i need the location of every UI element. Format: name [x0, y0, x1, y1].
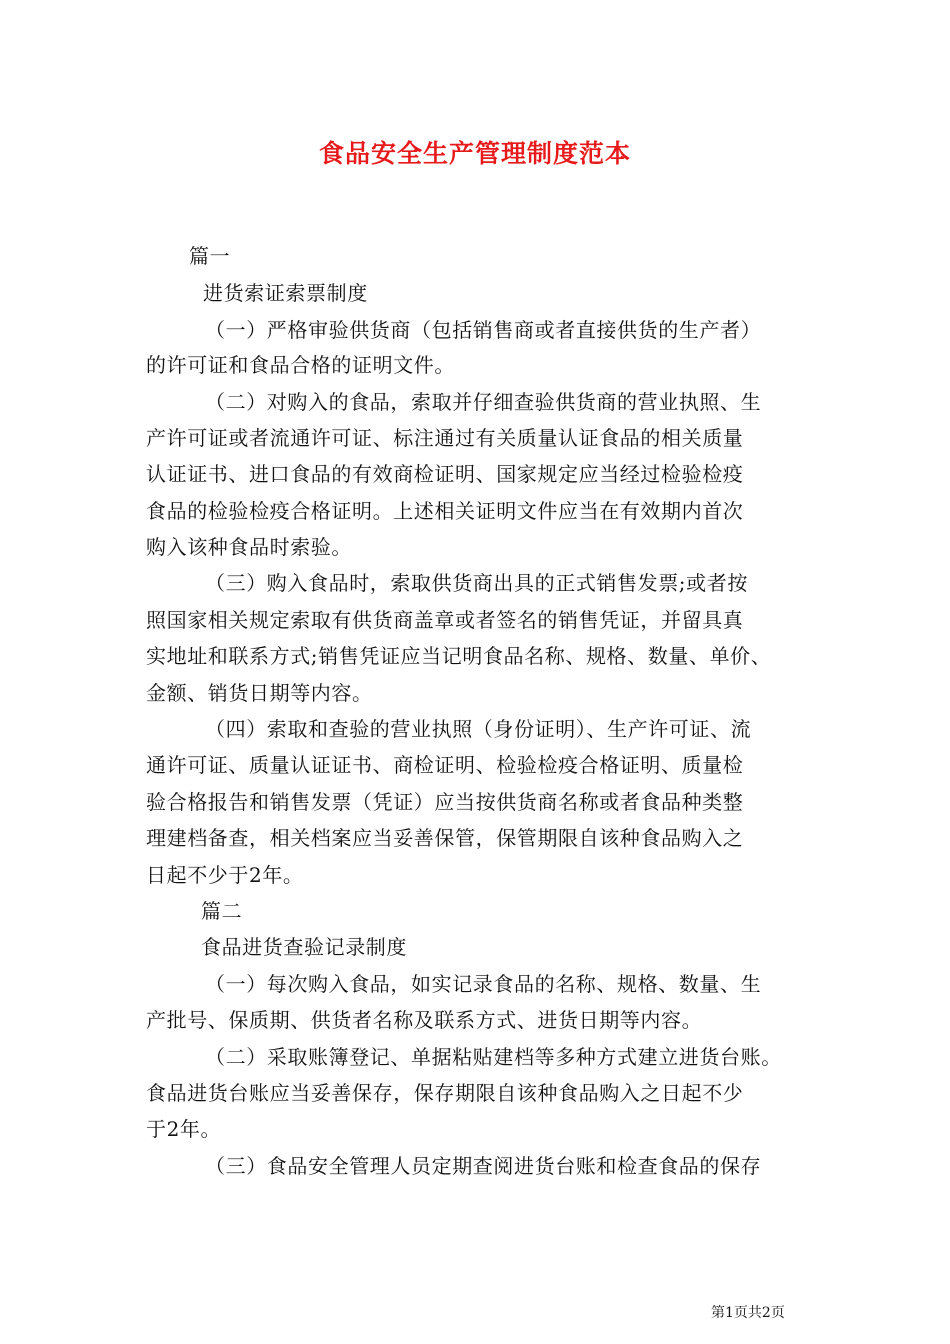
paragraph-line: 照国家相关规定索取有供货商盖章或者签名的销售凭证，并留具真 — [146, 608, 744, 632]
paragraph-line: 验合格报告和销售发票（凭证）应当按供货商名称或者食品种类整 — [146, 790, 744, 814]
document-title: 食品安全生产管理制度范本 — [318, 139, 631, 168]
paragraph-line: 食品的检验检疫合格证明。上述相关证明文件应当在有效期内首次 — [146, 499, 744, 523]
paragraph-line: 日起不少于2年。 — [146, 863, 304, 887]
paragraph-line: 认证证书、进口食品的有效商检证明、国家规定应当经过检验检疫 — [146, 462, 744, 486]
paragraph-line: 食品进货台账应当妥善保存，保存期限自该种食品购入之日起不少 — [146, 1081, 744, 1105]
paragraph-line: （二）对购入的食品，索取并仔细查验供货商的营业执照、生 — [205, 390, 762, 414]
page-number-footer: 第1页共2页 — [711, 1305, 785, 1321]
paragraph-line: （二）采取账簿登记、单据粘贴建档等多种方式建立进货台账。 — [205, 1045, 782, 1069]
paragraph-line: 于2年。 — [146, 1117, 222, 1141]
paragraph-line: 购入该种食品时索验。 — [146, 535, 352, 559]
paragraph-line: （四）索取和查验的营业执照（身份证明）、生产许可证、流 — [205, 717, 752, 741]
paragraph-line: （一）严格审验供货商（包括销售商或者直接供货的生产者） — [205, 318, 762, 342]
subsection-heading: 食品进货查验记录制度 — [201, 935, 407, 959]
paragraph-line: （三）食品安全管理人员定期查阅进货台账和检查食品的保存 — [205, 1154, 762, 1178]
subsection-heading: 进货索证索票制度 — [203, 281, 368, 305]
paragraph-line: （一）每次购入食品，如实记录食品的名称、规格、数量、生 — [205, 972, 762, 996]
paragraph-line: 产许可证或者流通许可证、标注通过有关质量认证食品的相关质量 — [146, 426, 744, 450]
paragraph-line: 产批号、保质期、供货者名称及联系方式、进货日期等内容。 — [146, 1008, 703, 1032]
section-heading-1: 篇一 — [189, 244, 231, 268]
paragraph-line: 理建档备查，相关档案应当妥善保管，保管期限自该种食品购入之 — [146, 826, 744, 850]
paragraph-line: 通许可证、质量认证证书、商检证明、检验检疫合格证明、质量检 — [146, 753, 744, 777]
section-heading-2: 篇二 — [201, 899, 243, 923]
paragraph-line: 的许可证和食品合格的证明文件。 — [146, 353, 455, 377]
paragraph-line: （三）购入食品时，索取供货商出具的正式销售发票;或者按 — [205, 571, 748, 595]
paragraph-line: 金额、销货日期等内容。 — [146, 681, 373, 705]
paragraph-line: 实地址和联系方式;销售凭证应当记明食品名称、规格、数量、单价、 — [146, 644, 772, 668]
